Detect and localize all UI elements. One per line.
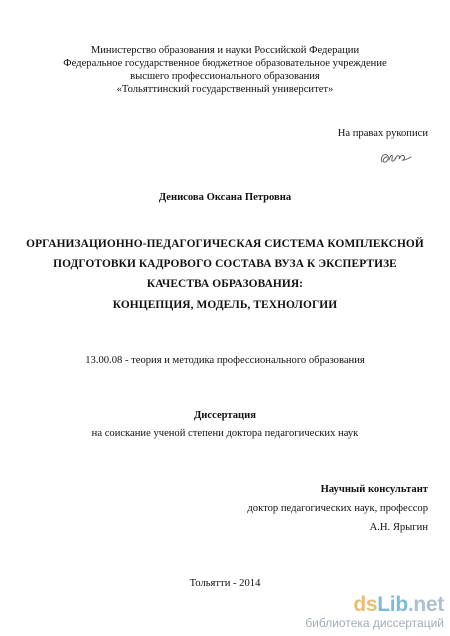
author-name: Денисова Оксана Петровна bbox=[158, 192, 292, 203]
title-line-2: ПОДГОТОВКИ КАДРОВОГО СОСТАВА ВУЗА К ЭКСПЕРТИЗЕ bbox=[53, 258, 397, 270]
watermark-logo: dsLib.net bbox=[353, 593, 444, 616]
consultant-heading: Научный консультант bbox=[320, 484, 428, 495]
watermark-subtitle: библиотека диссертаций bbox=[305, 616, 444, 630]
ministry-line: Министерство образования и науки Российской Федерации bbox=[90, 45, 360, 56]
title-line-4: КОНЦЕПЦИЯ, МОДЕЛЬ, ТЕХНОЛОГИИ bbox=[112, 299, 338, 311]
specialty-code: 13.00.08 - теория и методика профессионального образования bbox=[85, 355, 365, 366]
university-name-line: «Тольяттинский государственный университет» bbox=[116, 84, 334, 95]
education-level-line: высшего профессионального образования bbox=[130, 71, 320, 82]
title-line-3: КАЧЕСТВА ОБРАЗОВАНИЯ: bbox=[146, 278, 304, 290]
consultant-name: А.Н. Ярыгин bbox=[369, 522, 428, 533]
title-line-1: ОРГАНИЗАЦИОННО-ПЕДАГОГИЧЕСКАЯ СИСТЕМА КОМПЛЕКСНОЙ bbox=[26, 238, 424, 250]
consultant-credentials: доктор педагогических наук, профессор bbox=[247, 503, 428, 514]
work-type: Диссертация bbox=[194, 410, 256, 421]
signature-icon bbox=[378, 148, 414, 168]
dslib-watermark bbox=[305, 594, 444, 630]
manuscript-note: На правах рукописи bbox=[337, 128, 428, 139]
degree-line: на соискание ученой степени доктора педагогических наук bbox=[91, 428, 359, 439]
city-year: Тольятти - 2014 bbox=[189, 578, 261, 589]
institution-type-line: Федеральное государственное бюджетное образовательное учреждение bbox=[63, 58, 387, 69]
